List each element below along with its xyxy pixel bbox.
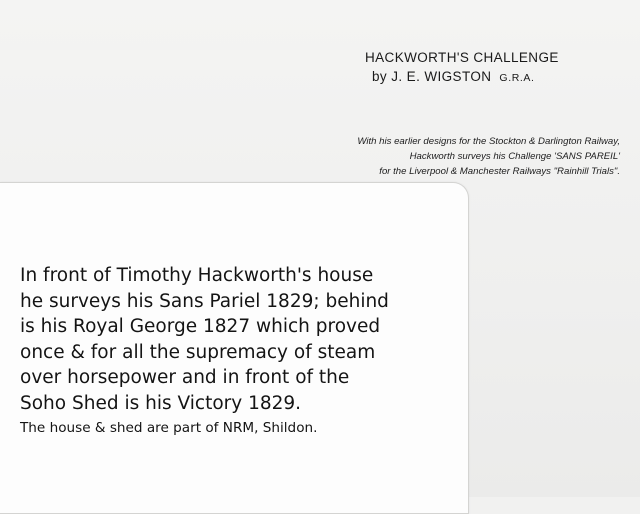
card-text [20,263,389,438]
card-line: over horsepower and in front of the [20,367,350,388]
artist-byline [372,69,535,84]
caption-line: for the Liverpool & Manchester Railways "Rainhill Trials". [379,166,620,177]
card-line: once & for all the supremacy of steam [20,341,376,363]
card-line: Soho Shed is his Victory 1829. [20,392,302,414]
print-title: HACKWORTH'S CHALLENGE [365,50,559,65]
artist-name: by J. E. WIGSTON [372,69,492,84]
annotation-card [0,182,469,514]
card-line: is his Royal George 1827 which proved [20,316,381,337]
artist-credentials: G.R.A. [499,72,535,84]
card-line: he surveys his Sans Pariel 1829; behind [20,290,389,312]
card-line: In front of Timothy Hackworth's house [20,265,374,286]
print-caption [280,134,620,179]
caption-line: Hackworth surveys his Challenge 'SANS PAREIL' [409,151,620,162]
caption-line: With his earlier designs for the Stockton & Darlington Railway, [357,136,620,147]
card-note: The house & shed are part of NRM, Shildon. [20,420,318,436]
